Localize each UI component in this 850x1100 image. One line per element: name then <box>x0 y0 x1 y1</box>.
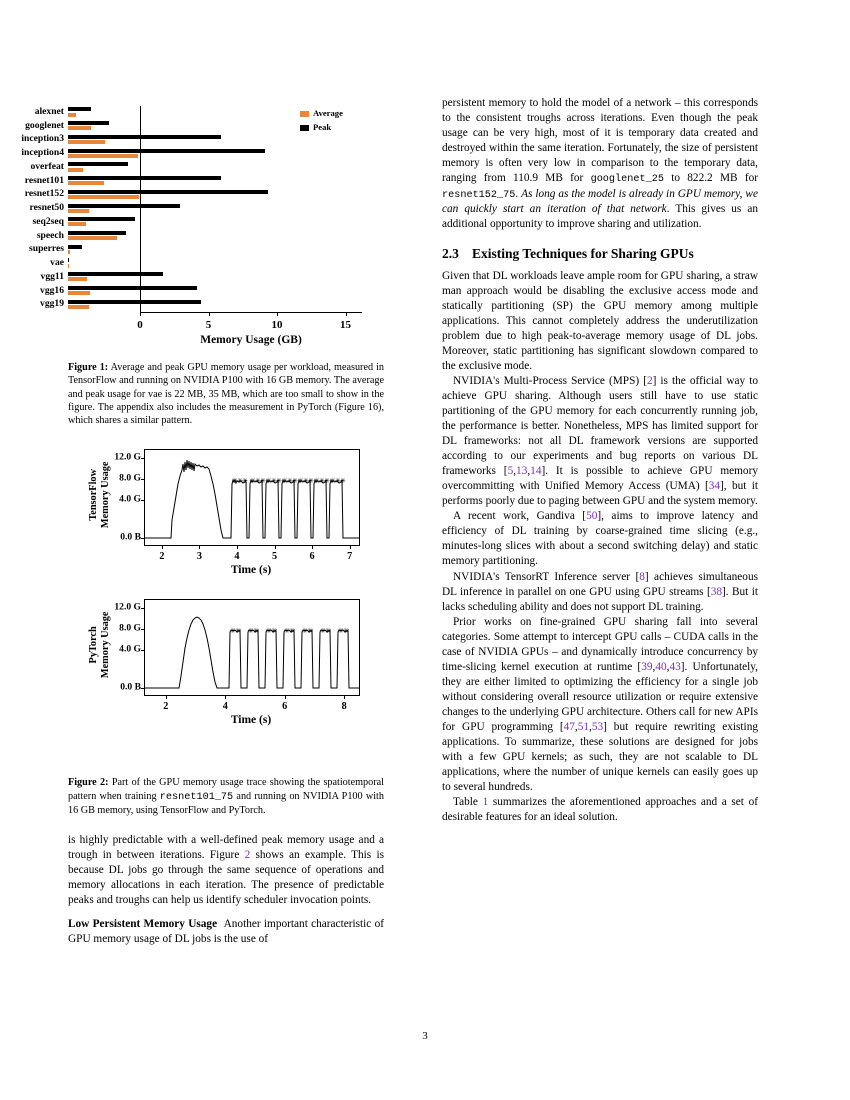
svg-text:✳: ✳ <box>250 477 256 486</box>
figure-1-row <box>36 229 290 243</box>
para-text-a: NVIDIA's TensorRT Inference server [ <box>453 570 640 583</box>
para-sep: , <box>589 720 592 733</box>
figure-1-x-tick-label: 0 <box>137 319 143 331</box>
figure-1-row <box>40 298 290 311</box>
figure-reference[interactable]: 2 <box>244 849 251 862</box>
citation-ref[interactable]: 14 <box>530 465 542 478</box>
figure-1-caption-label: Figure 1: <box>68 362 109 373</box>
svg-text:✳: ✳ <box>319 477 325 486</box>
svg-text:✳: ✳ <box>232 477 238 486</box>
figure-2-x-tick-mark <box>350 545 351 549</box>
svg-text:✳: ✳ <box>307 627 313 636</box>
legend-item-average <box>300 108 343 119</box>
figure-2-caption-mono: resnet101_75 <box>159 791 234 803</box>
figure-2-x-tick-label: 5 <box>271 551 278 563</box>
section-title: Existing Techniques for Sharing GPUs <box>472 246 694 262</box>
figure-2-y-tick-label: 4.0 G <box>119 643 141 655</box>
citation-ref[interactable]: 51 <box>577 720 590 733</box>
figure-2-y-tick-mark <box>141 479 145 480</box>
para-text: Given that DL workloads leave ample room for GPU sharing, a straw man approach would be disabling the exclusive access mode and statically partitioning (SP) the GPU memory among multiple applications. This cannot completely address the underutilization problem due to high peak-to-average memory usage of DL jobs. Moreover, static partitioning has significant slowdown compared to the exclusive mode. <box>442 270 758 373</box>
svg-text:✳: ✳ <box>242 477 248 486</box>
figure-1-x-tick-label: 5 <box>205 319 212 331</box>
figure-1-x-tick-mark <box>346 312 347 316</box>
figure-1-bar-peak <box>68 272 163 276</box>
svg-text:✳: ✳ <box>230 627 236 636</box>
svg-text:✳: ✳ <box>255 477 261 486</box>
para-text-a: NVIDIA's Multi-Process Service (MPS) [ <box>453 375 647 388</box>
figure-2-y-tick-mark <box>141 629 145 630</box>
para-text-a: Table <box>453 795 483 808</box>
figure-2-y-tick-label: 0.0 B <box>120 531 141 543</box>
figure-2-y-tick-mark <box>141 458 145 459</box>
figure-1-row-label: inception4 <box>21 147 64 159</box>
para-text-b: to 822.2 MB for <box>663 172 758 185</box>
figure-2-y-tick-mark <box>141 608 145 609</box>
svg-text:✳: ✳ <box>266 477 272 486</box>
figure-1-bar-average <box>68 154 138 158</box>
para-sep: , <box>513 465 517 478</box>
figure-2-x-tick-mark <box>344 695 345 699</box>
page-number: 3 <box>422 1030 428 1042</box>
figure-2-x-tick-label: 2 <box>163 701 169 713</box>
figure-1-bar-average <box>68 113 76 117</box>
figure-1-caption-text: Average and peak GPU memory usage per workload, measured in TensorFlow and running on NVIDIA P100 with 16 GB memory. The average and peak usage for vae is 22 MB, 35 MB, which are too small to show in the figure. The appendix also includes the measurement in PyTorch (Figure 16), which shares a similar pattern. <box>68 362 384 426</box>
figure-2-caption-label: Figure 2: <box>68 777 109 789</box>
figure-2-x-tick-label: 7 <box>347 551 353 563</box>
figure-1-row <box>32 215 290 229</box>
legend-label-peak: Peak <box>313 122 332 133</box>
figure-1-bar-average <box>68 168 83 172</box>
figure-2-panel-pytorch <box>114 599 360 713</box>
citation-ref[interactable]: 5 <box>507 465 514 478</box>
figure-1-bar-peak <box>68 245 82 249</box>
figure-1-row <box>50 257 290 270</box>
figure-1-bar-peak <box>68 231 126 235</box>
svg-text:✳: ✳ <box>237 477 243 486</box>
paragraph-persistent-memory <box>442 96 758 232</box>
figure-2-x-tick-label: 6 <box>309 551 315 563</box>
para-italic: As long as the model is already in GPU memory, we can quickly start an iteration of that network <box>442 187 758 216</box>
paragraph-mps <box>442 374 758 509</box>
figure-1-row <box>29 243 290 256</box>
figure-1-bar-average <box>68 264 69 268</box>
figure-1-x-tick-mark <box>140 312 141 316</box>
svg-text:✳: ✳ <box>324 477 330 486</box>
citation-ref[interactable]: 8 <box>639 570 645 583</box>
figure-1-bar-average <box>68 181 104 185</box>
figure-1-bar-average <box>68 305 89 309</box>
citation-ref[interactable]: 34 <box>708 480 721 493</box>
right-column <box>442 96 758 825</box>
figure-1-x-tick-label: 10 <box>271 319 283 331</box>
para-text-d: . This gives us an additional opportunity to improve sharing and utilization. <box>442 203 758 231</box>
figure-1-row <box>40 270 290 284</box>
figure-1-bar-peak <box>68 286 197 290</box>
figure-1-row <box>34 106 290 119</box>
legend-swatch-average <box>300 111 309 117</box>
figure-2-x-tick-mark <box>225 695 226 699</box>
figure-1-x-axis <box>140 312 362 313</box>
citation-ref[interactable]: 2 <box>646 375 653 388</box>
para-text-a: A recent work, Gandiva [ <box>453 510 587 523</box>
figure-2-x-tick-mark <box>285 695 286 699</box>
figure-1-x-tick-label: 15 <box>340 319 352 331</box>
svg-text:✳: ✳ <box>298 477 304 486</box>
figure-1-row-label: speech <box>36 229 64 241</box>
figure-2-y-tick-mark <box>141 500 145 501</box>
figure-1-row-label: overfeat <box>30 160 64 172</box>
paragraph-gandiva <box>442 509 758 569</box>
figure-1-bar-peak <box>68 204 180 208</box>
figure-1-row-label: inception3 <box>21 133 64 145</box>
legend-item-peak <box>300 122 343 133</box>
svg-text:✳: ✳ <box>260 477 266 486</box>
figure-1-bar-average <box>68 126 91 130</box>
svg-text:✳: ✳ <box>343 627 349 636</box>
figure-1-bar-peak <box>68 121 109 125</box>
svg-text:✳: ✳ <box>287 477 293 486</box>
figure-2-y-tick-label: 12.0 G <box>114 451 141 463</box>
para-text-b: shows an example. This is because DL jobs go through the same sequence of operations and memory allocations in each iteration. The presence of predictable peaks and troughs can help us identify scheduler invocation points. <box>68 849 384 907</box>
svg-text:✳: ✳ <box>308 477 314 486</box>
figure-1-bar-peak <box>68 176 221 180</box>
figure-1-bar-average <box>68 209 89 213</box>
para-text-b: ], aims to improve latency and efficiency of DL training by coarse-grained time slicing (e.g., minutes-long slices with about a second switching delay) and static memory partitioning. <box>442 510 759 568</box>
svg-text:✳: ✳ <box>266 627 272 636</box>
svg-text:✳: ✳ <box>253 627 259 636</box>
legend-swatch-peak <box>300 125 309 131</box>
para-text-c: . <box>515 187 522 200</box>
figure-2-x-tick-mark <box>199 545 200 549</box>
figure-1-bar-peak <box>68 258 69 262</box>
svg-text:✳: ✳ <box>271 627 277 636</box>
figure-1-row <box>25 119 290 133</box>
figure-2-y-tick-mark <box>141 688 145 689</box>
y-label-line2: Memory Usage <box>100 611 111 679</box>
svg-text:✳: ✳ <box>302 627 308 636</box>
paragraph-low-persistent-memory <box>68 917 384 947</box>
figure-1-chart <box>21 100 384 352</box>
citation-ref[interactable]: 13 <box>516 465 528 478</box>
section-heading-2-3 <box>442 245 758 263</box>
citation-ref[interactable]: 50 <box>586 510 598 523</box>
figure-1-bar-peak <box>68 190 268 194</box>
para-text-d: ], but it performs poorly due to paging between GPU and the system memory. <box>442 480 758 508</box>
figure-2-y-tick-mark <box>141 538 145 539</box>
figure-1-row-label: vgg16 <box>40 284 64 296</box>
para-text: Another important characteristic of GPU memory usage of DL jobs is the use of <box>68 918 384 946</box>
legend-label-average: Average <box>313 108 343 118</box>
figure-1-row-label: seq2seq <box>32 215 64 227</box>
figure-2-caption-text-1: Part of the GPU memory usage trace showing the spatiotemporal pattern when training <box>68 777 384 802</box>
figure-1-bar-peak <box>68 300 201 304</box>
figure-1-bar-average <box>68 140 105 144</box>
figure-2-x-tick-label: 6 <box>282 701 288 713</box>
svg-text:✳: ✳ <box>303 477 309 486</box>
figure-1-row-label: resnet50 <box>29 202 64 214</box>
paragraph-predictable <box>68 833 384 908</box>
para-sep: , <box>527 465 531 478</box>
figure-1-row <box>21 147 290 160</box>
section-number: 2.3 <box>442 246 459 262</box>
figure-1-bar-average <box>68 222 86 226</box>
para-text-b: ]. Unfortunately, they are either limited to optimizing the efficiency for a single job without considering overall resource utilization or require extensive changes to the underlying GPU architecture. Others call for new APIs for GPU programming [ <box>442 660 759 733</box>
figure-1-x-tick-mark <box>277 312 278 316</box>
figure-2-x-tick-mark <box>162 545 163 549</box>
figure-1-row <box>21 133 290 146</box>
svg-text:✳: ✳ <box>289 627 295 636</box>
inline-heading: Low Persistent Memory Usage <box>68 918 218 931</box>
figure-1-row-label: superres <box>29 243 64 255</box>
figure-2-y-tick-label: 0.0 B <box>120 681 141 693</box>
figure-2-y-tick-label: 8.0 G <box>119 472 141 484</box>
mono-googlenet: googlenet_25 <box>590 174 664 186</box>
figure-1-x-tick-mark <box>209 312 210 316</box>
svg-text:✳: ✳ <box>320 627 326 636</box>
figure-2-x-tick-label: 4 <box>234 551 240 563</box>
svg-text:✳: ✳ <box>314 477 320 486</box>
citation-ref[interactable]: 53 <box>591 720 604 733</box>
para-text-c: ] but require rewriting existing applications. To summarize, these solutions are designed for jobs with a few GPU kernels; as such, they are not scalable to DL applications, where the number of unique kernels can easily goes up to several hundreds. <box>442 720 758 793</box>
figure-2-panel2-x-title: Time (s) <box>230 714 272 727</box>
figure-2-x-tick-label: 8 <box>341 701 347 713</box>
figure-1-bar-average <box>68 277 87 281</box>
figure-1-row-label: vgg19 <box>40 298 64 310</box>
figure-2-y-tick-label: 4.0 G <box>119 493 141 505</box>
para-sep: , <box>574 720 578 733</box>
svg-text:✳: ✳ <box>271 477 277 486</box>
para-text-a: is highly predictable with a well-defined peak memory usage and a trough in between iterations. Figure <box>68 834 384 862</box>
figure-1-row <box>24 174 290 188</box>
paragraph-tensorrt <box>442 570 758 615</box>
para-text-c: ]. But it lacks scheduling ability and does not support DL training. <box>442 585 758 613</box>
paragraph-static-partitioning <box>442 269 758 374</box>
svg-text:✳: ✳ <box>330 477 336 486</box>
figure-1-bar-peak <box>68 162 128 166</box>
figure-1-bar-average <box>68 291 90 295</box>
figure-2-x-tick-mark <box>312 545 313 549</box>
figure-2-panel2-y-label <box>88 591 112 699</box>
figure-2-caption-text-2: and running on NVIDIA P100 with 16 GB memory, using TensorFlow and PyTorch. <box>68 790 384 816</box>
figure-2-panel-tensorflow <box>114 449 360 563</box>
citation-ref[interactable]: 43 <box>669 660 681 673</box>
svg-text:✳: ✳ <box>248 627 254 636</box>
figure-1-row <box>40 284 290 298</box>
citation-ref[interactable]: 39 <box>641 660 653 673</box>
figure-1-row-label: alexnet <box>34 106 64 117</box>
svg-text:✳: ✳ <box>335 477 341 486</box>
figure-1-x-axis-title: Memory Usage (GB) <box>200 334 302 346</box>
figure-2-x-tick-label: 3 <box>196 551 202 563</box>
figure-1-bar-peak <box>68 217 135 221</box>
para-text-b: ] is the official way to achieve GPU sharing. Although users still have to use static partitioning of the GPU memory for each concurrently running job, the performance is better. Nonetheless, MPS has limited support for DL frameworks: not all DL framework versions are supported according to our experiments and bug reports on various DL frameworks [ <box>442 375 758 478</box>
left-column <box>21 96 384 947</box>
figure-1-bar-peak <box>68 107 91 111</box>
svg-text:✳: ✳ <box>325 627 331 636</box>
paragraph-fine-grained-sharing <box>442 615 758 795</box>
figure-2-x-tick-mark <box>237 545 238 549</box>
citation-ref[interactable]: 40 <box>655 660 667 673</box>
figure-2-chart <box>68 445 384 767</box>
figure-1-bar-peak <box>68 149 265 153</box>
figure-1-row-label: resnet101 <box>24 174 64 186</box>
figure-1-row-label: googlenet <box>25 119 64 131</box>
figure-1-row <box>29 202 290 215</box>
figure-1-legend <box>300 108 343 137</box>
svg-text:✳: ✳ <box>284 627 290 636</box>
figure-1-bar-average <box>68 250 70 254</box>
figure-2-panel1-y-label <box>88 441 112 549</box>
citation-ref[interactable]: 47 <box>563 720 575 733</box>
figure-1-row <box>30 160 290 174</box>
left-body-text <box>68 833 384 947</box>
para-text-a: Prior works on fine-grained GPU sharing fall into several categories. Some attempt to intercept GPU calls – CUDA calls in the case of NVIDIA GPUs – and dynamically introduce concurrency by time-slicing kernel execution at runtime [ <box>442 615 758 673</box>
figure-1-bar-average <box>68 195 139 199</box>
paragraph-table-summary <box>442 795 758 825</box>
pytorch-trace-svg <box>145 600 359 695</box>
svg-text:✳: ✳ <box>235 627 241 636</box>
figure-1-row <box>24 188 290 201</box>
svg-text:✳: ✳ <box>340 477 346 486</box>
figure-1-bar-peak <box>68 135 221 139</box>
tensorflow-trace-svg <box>145 450 359 545</box>
figure-2-y-tick-mark <box>141 650 145 651</box>
para-sep: , <box>652 660 656 673</box>
figure-2-x-tick-label: 2 <box>159 551 165 563</box>
svg-text:✳: ✳ <box>282 477 288 486</box>
figure-1-row-label: vae <box>50 257 64 269</box>
para-sep: , <box>666 660 670 673</box>
citation-ref[interactable]: 38 <box>710 585 723 598</box>
figure-2-x-tick-mark <box>166 695 167 699</box>
figure-1-row-label: vgg11 <box>40 270 64 282</box>
figure-2-caption <box>68 776 384 817</box>
para-text-b: ] achieves simultaneous DL inference in parallel on one GPU using GPU streams [ <box>442 570 758 598</box>
para-text-a: persistent memory to hold the model of a network – this corresponds to the consistent troughs across iterations. Even though the peak usage can be very high, most of it is temporary data created and destroyed within the same iteration. Fortunately, the size of persistent memory is often very low in comparison to the temporary data, ranging from 110.9 MB for <box>442 97 758 185</box>
para-text-c: ]. It is possible to achieve GPU memory overcommitting with Unified Memory Access (UMA) [ <box>442 465 758 493</box>
y-label-line1: PyTorch <box>88 626 100 664</box>
figure-2-panel1-x-title: Time (s) <box>230 564 272 577</box>
svg-text:✳: ✳ <box>292 477 298 486</box>
table-reference[interactable]: 1 <box>482 795 489 808</box>
mono-resnet152: resnet152_75 <box>442 189 516 201</box>
svg-text:✳: ✳ <box>276 477 282 486</box>
figure-1-row-label: resnet152 <box>24 188 64 200</box>
figure-2-x-tick-label: 4 <box>222 701 228 713</box>
y-label-line1: TensorFlow <box>88 469 100 521</box>
para-text-b: summarizes the aforementioned approaches and a set of desirable features for an ideal solution. <box>442 795 758 823</box>
y-label-line2: Memory Usage <box>100 461 111 529</box>
figure-2-y-tick-label: 12.0 G <box>114 601 141 613</box>
figure-2-x-tick-mark <box>275 545 276 549</box>
figure-1-caption <box>68 361 384 427</box>
figure-1-bar-average <box>68 236 117 240</box>
svg-text:✳: ✳ <box>338 627 344 636</box>
figure-2-y-tick-label: 8.0 G <box>119 622 141 634</box>
